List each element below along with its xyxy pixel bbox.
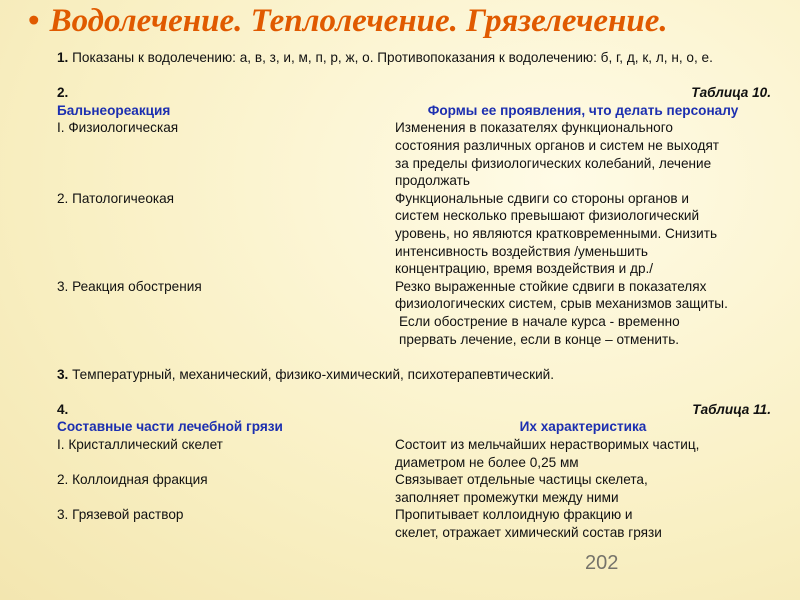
table-10-row-1-line: за пределы физиологических колебаний, лечение xyxy=(395,155,712,171)
table-10-row-2-line: интенсивность воздействия /уменьшить xyxy=(395,243,648,259)
table-10-header-col2: Формы ее проявления, что делать персоналу xyxy=(427,102,739,118)
table-11-row-3-line: Пропитывает коллоидную фракцию и xyxy=(395,507,633,523)
table-11-row-2-line: заполняет промежутки между ними xyxy=(395,489,619,505)
item-2-number: 2. xyxy=(57,85,69,101)
table-10-row-1-line: состояния различных органов и систем не выходят xyxy=(395,137,720,153)
table-10-label: Таблица 10. xyxy=(691,85,771,101)
item-2 xyxy=(57,84,771,348)
slide-content xyxy=(57,49,771,542)
table-10-row-3-name: 3. Реакция обострения xyxy=(57,278,202,294)
table-10-row-3-line: прервать лечение, если в конце – отменить. xyxy=(399,331,680,347)
table-11-row-2-line: Связывает отдельные частицы скелета, xyxy=(395,472,648,488)
table-10-row-1-name: I. Физиологическая xyxy=(57,120,179,136)
table-10-row-3-line: физиологических систем, срыв механизмов защиты. xyxy=(395,296,728,312)
slide-title xyxy=(28,3,668,40)
table-11-row-2-text xyxy=(395,471,771,506)
table-10-row-2-line: уровень, но являются кратковременными. Снизить xyxy=(395,225,718,241)
table-10-row-3-text xyxy=(395,278,771,348)
table-11-label: Таблица 11. xyxy=(692,401,771,417)
page-number: 202 xyxy=(585,552,619,574)
table-10-row-3-line: Если обострение в начале курса - временно xyxy=(399,313,680,329)
table-10-row-3-line: Резко выраженные стойкие сдвиги в показателях xyxy=(395,278,707,294)
item-1-text: Показаны к водолечению: а, в, з, и, м, п, р, ж, о. Противопоказания к водолечению: б, г, д, к, л, н, о, е. xyxy=(68,50,713,65)
table-11-row-1-name: I. Кристаллический скелет xyxy=(57,437,223,453)
table-11-row xyxy=(57,506,771,541)
table-10-row-2-text xyxy=(395,190,771,278)
table-10-row-1-line: Изменения в показателях функционального xyxy=(395,120,673,136)
table-11-row-3-text xyxy=(395,506,771,541)
table-10-caption xyxy=(57,84,771,102)
table-10-row-1-line: продолжать xyxy=(395,173,470,189)
table-10-row xyxy=(57,278,771,348)
item-1 xyxy=(57,49,771,67)
table-11-row-3-name: 3. Грязевой раствор xyxy=(57,507,184,523)
table-11-row-3-line: скелет, отражает химический состав грязи xyxy=(395,525,662,541)
table-11-row-2-name: 2. Коллоидная фракция xyxy=(57,472,208,488)
table-10-header-col1: Бальнеореакция xyxy=(57,102,171,118)
table-10-row-2-name: 2. Патологичеокая xyxy=(57,190,175,206)
table-10-row-2-line: концентрацию, время воздействия и др./ xyxy=(395,261,654,277)
table-10-row-2-line: систем несколько превышают физиологический xyxy=(395,208,700,224)
table-10-header xyxy=(57,102,771,120)
table-10-row-1-text xyxy=(395,119,771,189)
item-3 xyxy=(57,366,771,384)
bullet-icon: • xyxy=(28,3,40,39)
item-3-number: 3. xyxy=(57,366,69,382)
table-11-row xyxy=(57,471,771,506)
item-4 xyxy=(57,401,771,542)
table-11-row xyxy=(57,436,771,471)
table-11-row-1-line: Состоит из мельчайших нерастворимых частиц, xyxy=(395,437,700,453)
table-11-row-1-line: диаметром не более 0,25 мм xyxy=(395,454,579,470)
table-10-row xyxy=(57,190,771,278)
table-11-header-col1: Составные части лечебной грязи xyxy=(57,419,283,435)
item-3-text: Температурный, механический, физико-химический, психотерапевтический. xyxy=(68,366,555,382)
table-11-row-1-text xyxy=(395,436,771,471)
item-4-number: 4. xyxy=(57,401,69,417)
table-11-header-col2: Их характеристика xyxy=(519,419,647,435)
table-10-row-2-line: Функциональные сдвиги со стороны органов и xyxy=(395,190,689,206)
table-10-row xyxy=(57,119,771,189)
table-11-header xyxy=(57,418,771,436)
table-11-caption xyxy=(57,401,771,419)
slide-title-text: Водолечение. Теплолечение. Грязелечение. xyxy=(49,3,668,39)
item-1-number: 1. xyxy=(57,50,69,65)
